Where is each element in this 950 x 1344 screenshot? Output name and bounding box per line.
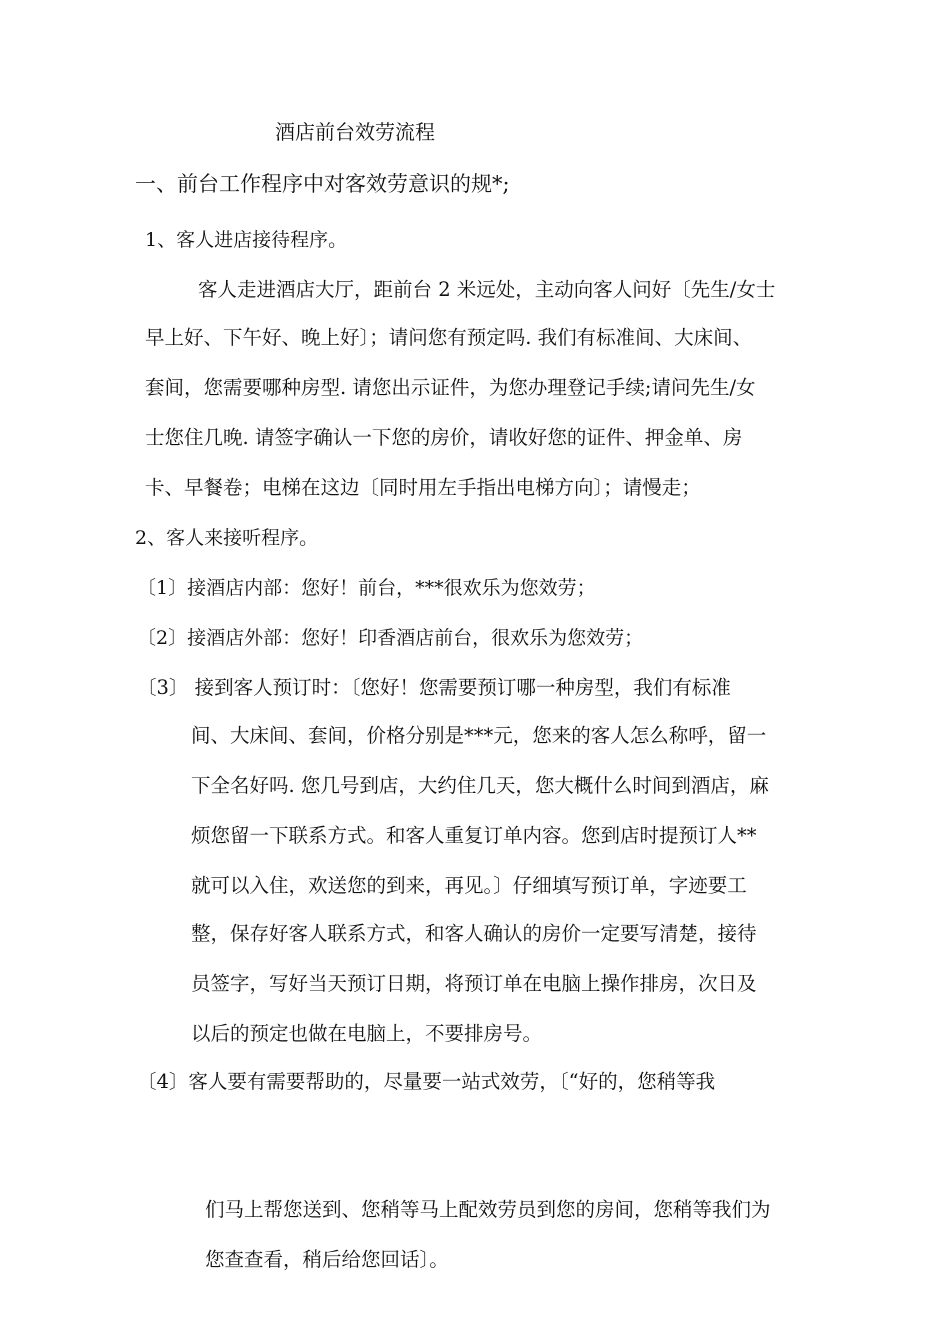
item-heading: 2、客人来接听程序。 <box>135 527 319 549</box>
paragraph-line: 客人走进酒店大厅，距前台 2 米远处，主动向客人问好〔先生/女士 <box>198 278 776 301</box>
paragraph-line: 们马上帮您送到、您稍等马上配效劳员到您的房间，您稍等我们为 <box>205 1198 771 1221</box>
list-item: 〔1〕接酒店内部：您好！前台，***很欢乐为您效劳； <box>137 577 596 599</box>
paragraph-line: 员签字，写好当天预订日期，将预订单在电脑上操作排房，次日及 <box>191 972 757 995</box>
paragraph-line: 间、大床间、套间，价格分别是***元，您来的客人怎么称呼，留一 <box>191 724 767 747</box>
paragraph-line: 整，保存好客人联系方式，和客人确认的房价一定要写清楚，接待 <box>191 922 757 945</box>
paragraph-line: 早上好、下午好、晚上好〕；请问您有预定吗. 我们有标准间、大床间、 <box>145 326 753 349</box>
paragraph-line: 以后的预定也做在电脑上，不要排房号。 <box>191 1022 543 1045</box>
list-item: 〔4〕客人要有需要帮助的，尽量要一站式效劳，〔“好的，您稍等我 <box>137 1070 716 1093</box>
paragraph-line: 卡、早餐卷；电梯在这边〔同时用左手指出电梯方向〕；请慢走； <box>145 476 701 499</box>
paragraph-line: 士您住几晚. 请签字确认一下您的房价，请收好您的证件、押金单、房 <box>145 426 743 449</box>
list-item: 〔3〕 接到客人预订时：〔您好！您需要预订哪一种房型，我们有标准 <box>137 676 731 699</box>
paragraph-line: 烦您留一下联系方式。和客人重复订单内容。您到店时提预订人** <box>191 824 757 847</box>
section-heading: 一、前台工作程序中对客效劳意识的规*; <box>135 172 510 196</box>
paragraph-line: 就可以入住，欢送您的到来，再见。〕仔细填写预订单，字迹要工 <box>191 874 747 897</box>
paragraph-line: 下全名好吗. 您几号到店，大约住几天，您大概什么时间到酒店，麻 <box>191 774 769 797</box>
document-title: 酒店前台效劳流程 <box>275 120 435 144</box>
list-item: 〔2〕接酒店外部：您好！印香酒店前台，很欢乐为您效劳； <box>137 627 644 649</box>
paragraph-line: 您查查看，稍后给您回话〕。 <box>205 1248 449 1271</box>
paragraph-line: 套间，您需要哪种房型. 请您出示证件，为您办理登记手续;请问先生/女 <box>145 376 756 399</box>
item-heading: 1、客人进店接待程序。 <box>145 229 348 251</box>
